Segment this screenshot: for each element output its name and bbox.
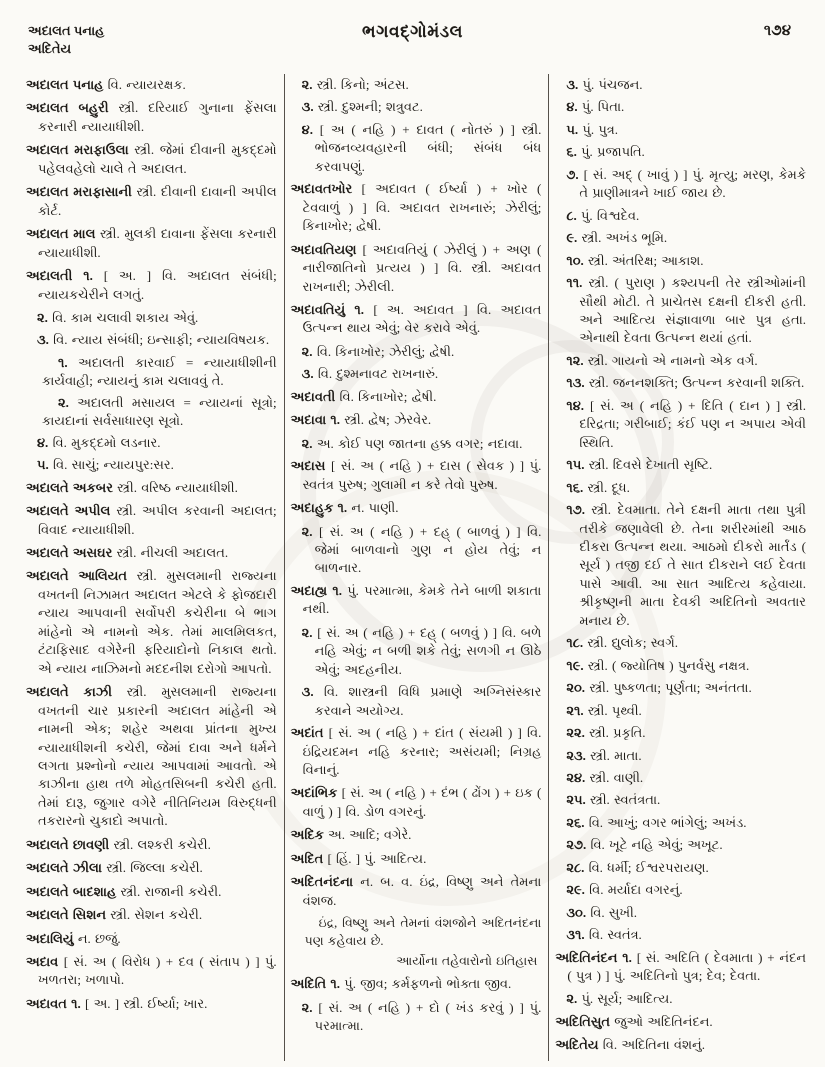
definition-text: સ્ત્રી. ( પુરાણ ) કશ્યપની તેર સ્ત્રીઓમાંની સૌથી મોટી. તે પ્રાચેતસ દક્ષની દીકરી હતી. અને આદિત્ય સંજ્ઞાવાળા બાર પુત્ર હતા. એનાથી દેવતા ઉત્પન્ન થયાં હતાં. [579,275,807,346]
sense-number: ૨. [37,309,53,325]
dictionary-sense [555,679,806,697]
definition-text: વિ. સાચું; ન્યાયપુર:સર. [53,457,174,473]
dictionary-sense [291,999,542,1036]
sense-number: ૪. [37,434,53,450]
definition-text: વિ. ખૂટે નહિ એવું; અખૂટ. [590,837,723,853]
dictionary-sense [555,702,806,720]
sense-number: ૧૫. [566,457,589,473]
dictionary-entry [291,499,542,517]
dictionary-sense [291,683,542,720]
definition-text: ન. પાણી. [351,500,399,516]
definition-text: સ્ત્રી. માતા. [590,747,642,763]
definition-text: [ સં. અદિતિ ( દેવમાતા ) + નંદન ( પુત્ર ) ] પું. અદિતિનો પુત્ર; દેવ; દેવતા. [567,949,807,984]
dictionary-sense [555,143,806,161]
sense-number: ૩. [301,99,318,115]
dictionary-sense [555,724,806,742]
dictionary-sense [26,354,277,391]
definition-text: સ્ત્રી. રાજાની કચેરી. [120,883,222,899]
definition-text: સ્ત્રી. ગાયનો એ નામનો એક વર્ગ. [587,352,758,368]
definition-text: સ્ત્રી. અપીલ કરવાની અદાલત; વિવાદ ન્યાયાધીશી. [38,503,277,537]
definition-text: સ્ત્રી. મુસલમાની રાજ્યના વખતની નિઝામત અદાલત એટલે કે ફોજદારી ન્યાય આપવાની સર્વોપરી કચેરીના બે ભાગ માંહેનો એ નામનો એક. તેમાં માલમિલકત, ટંટાફિસાદ વગેરેની ફરિયાદોનો નિકાલ થતો. એ ન્યાય નાઝિમનો મદદનીશ દરોગો આપતો. [38,568,277,676]
dictionary-entry [26,836,277,854]
headword: અદાસ [290,458,331,474]
dictionary-sense [291,624,542,679]
dictionary-entry [26,995,277,1013]
dictionary-sense [26,309,277,327]
dictionary-entry [291,850,542,868]
sense-number: ૩૧. [566,927,589,943]
headword: અદાલતે આલિયત [26,568,137,584]
definition-text: પું. વિશ્વદેવ. [581,207,640,223]
headword: અદાલત મરાફાસાની [26,184,137,200]
definition-text: સ્ત્રી. અખંડ ભૂમિ. [581,230,668,246]
dictionary-sense [26,331,277,349]
headword: અદાલત મરાફાઉલા [26,142,135,158]
sense-number: ૪. [301,121,320,137]
definition-text: જુઓ અદિતિનંદન. [614,1013,713,1029]
headword: અદાલત માલ [26,226,100,242]
dictionary-sense [291,523,542,578]
dictionary-entry [26,267,277,304]
dictionary-sense [291,98,542,116]
sense-number: ૨૪. [566,769,590,785]
column-2 [284,74,549,1061]
definition-text: વિ. કિનાખોર; દ્વેષી. [339,388,437,404]
dictionary-sense [555,791,806,809]
sense-number: ૧૭. [566,502,592,518]
dictionary-sense [555,814,806,832]
definition-text: સ્ત્રી. મુસલમાની રાજ્યના વખતની ચાર પ્રકારની અદાલત માંહેની એ નામની એક; શહેર અથવા પ્રાંતના મુખ્ય ન્યાયાધીશની કચેરી, જેમાં દાવા અને ધર્મને લગતા પ્રશ્નોનો ન્યાય આપવામાં આવતો. એ કાઝીના હાથ તળે મોહતસિબની કચેરી હતી. તેમાં દારૂ, જુગાર વગેરે નીતિનિયમ વિરુદ્ધની તકરારનો ચુકાદો અપાતો. [38,684,277,829]
sense-number: ૧૦. [566,252,589,268]
definition-text: વિ. મર્યાદા વગરનું. [589,882,683,898]
dictionary-entry [26,141,277,178]
definition-text: વિ. ધર્મી; ઈશ્વરપરાયણ. [588,859,709,875]
definition-text: ન. છજું. [77,930,121,946]
definition-text: સ્ત્રી. પ્રકૃતિ. [589,725,646,741]
sense-number: ૩. [37,332,54,348]
text-columns [20,74,813,1061]
headword: અદાવ [26,954,64,970]
guide-word-top: અદાલત પનાહ [28,23,105,38]
definition-text: સ્ત્રી. પૃથ્વી. [587,702,642,718]
dictionary-sense [291,435,542,453]
definition-text: અદાલતી કારવાઈ = ન્યાયાધીશીની કાર્યવાહી; ન્યાયનું કામ ચલાવવું તે. [42,354,277,389]
citation-source [291,953,542,971]
sense-number: ૧૨. [566,352,588,368]
page-title: ભગવદ્ગોમંડલ [362,22,463,41]
definition-text: પું. સૂર્ય; આદિત્ય. [581,991,673,1007]
sense-number: ૨. [301,523,319,539]
definition-text: [ અ. ] વિ. અદાલત સંબંધી; ન્યાયકચેરીને લગતું. [38,268,277,302]
sense-number: ૧૩. [566,375,589,391]
definition-text: સ્ત્રી. મુલકી દાવાના ફેંસલા કરનારી ન્યાયાધીશી. [38,226,277,260]
dictionary-entry [291,873,542,910]
headword: અદાલતી ૧. [26,268,104,284]
dictionary-sense [555,456,806,474]
definition-text: [ સં. અ ( નહિ ) + દાસ ( સેવક ) ] પું. સ્વતંત્ર પુરુષ; ગુલામી ન કરે તેવો પુરુષ. [302,458,542,492]
headword: અદાલતે ઝીલા [26,860,107,876]
guide-word-bottom: અદિતેય [28,40,72,56]
definition-text: પું. પુત્ર. [582,121,619,137]
sense-number: ૧૯. [566,657,588,673]
dictionary-sense [555,98,806,116]
definition-text: [ સં. અદ્ ( ખાવું ) ] પું. મૃત્યુ; મરણ, કેમકે તે પ્રાણીમાત્રને ખાઈ જાય છે. [579,166,806,201]
dictionary-entry [291,301,542,338]
dictionary-entry [291,241,542,296]
definition-text: સ્ત્રી. દેવમાતા. તેને દક્ષની માતા તથા પુત્રી તરીકે જણાવેલી છે. તેના શરીરમાંથી આઠ દીકરા ઉત્પન્ન થયા. આઠમો દીકરો માર્તંડ ( સૂર્ય ) તજી દઈ તે સાત દીકરાને લઈ દેવતા પાસે આવી. આ સાત આદિત્ય કહેવાયા. શ્રીકૃષ્ણની માતા દેવકી અદિતિનો અવતાર મનાય છે. [579,502,807,628]
dictionary-sense [555,657,806,675]
dictionary-sense [291,121,542,176]
definition-text: સ્ત્રી. દ્વેષ; ઝેરવેર. [344,412,432,428]
definition-text: અ. કોઈ પણ જાતના હક્ક વગર; નદાવા. [316,435,523,451]
headword: અદાહ્ય ૧. [290,582,348,598]
dictionary-entry [26,225,277,262]
definition-text: સ્ત્રી. દૂધ. [587,479,630,495]
sense-number: ૩. [566,77,583,92]
dictionary-sense [26,456,277,474]
definition-text: સ્ત્રી. વરિષ્ઠ ન્યાયાધીશી. [117,479,238,495]
definition-text: અ. આદિ; વગેરે. [328,827,412,843]
definition-text: સ્ત્રી. વાણી. [589,769,644,785]
definition-text: સ્ત્રી. જિલ્લા કચેરી. [106,860,203,876]
headword: અદાવતખોર [290,181,362,197]
sense-number: ૨૨. [566,725,590,741]
column-1 [20,74,284,1061]
sense-number: ૧૧. [566,275,589,291]
dictionary-sense [555,836,806,854]
dictionary-sense [555,274,806,348]
dictionary-entry [26,683,277,831]
dictionary-sense [555,76,806,94]
sense-number: ૧. [58,354,79,370]
sense-number: ૨. [58,394,78,410]
dictionary-sense [555,904,806,922]
sense-number: ૨. [566,991,582,1007]
sense-number: ૨. [301,435,317,451]
dictionary-entry [26,930,277,948]
dictionary-entry [291,975,542,993]
definition-text: પું. જીવ; કર્મફળનો ભોક્તા જીવ. [344,976,512,992]
definition-text: [ સં. અ ( નહિ ) + દંભ ( ઢોંગ ) + ઇક ( વાળું ) ] વિ. ડોળ વગરનું. [302,785,542,819]
headword: અદાવતી [290,388,340,404]
dictionary-sense [555,121,806,139]
dictionary-entry [26,76,277,94]
dictionary-entry [291,180,542,235]
headword: અદિતિસુત [555,1013,615,1029]
headword: અદાલતે બાદશાહ [26,883,121,899]
definition-text: [ અ ( નહિ ) + દાવત ( નોતરું ) ] સ્ત્રી. ભોજનવ્યવહારની બંધી; સંબંધ બંધ કરવાપણું. [314,121,542,174]
definition-text: વિ. ન્યાય સંબંધી; ઇન્સાફી; ન્યાયવિષયક. [53,332,270,348]
sense-number: ૩. [301,684,324,700]
sense-number: ૯. [566,230,582,246]
definition-text: આર્યોના તહેવારોનો ઇતિહાસ [396,953,538,968]
dictionary-entry [26,567,277,678]
definition-text: વિ. દુશ્મનાવટ રાખનારું. [317,366,439,382]
definition-text: વિ. શાસ્ત્રની વિધિ પ્રમાણે અગ્નિસંસ્કાર કરવાને અયોગ્ય. [314,684,542,718]
sense-number: ૩૦. [566,904,591,920]
headword: અદાલતે અકબર [26,479,118,495]
dictionary-entry [555,949,806,986]
column-3 [548,74,813,1061]
definition-text: સ્ત્રી. સ્વતંત્રતા. [590,792,661,808]
dictionary-sense [555,747,806,765]
definition-text: વિ. કિનાખોર; ઝેરીલું; દ્વેષી. [316,343,455,359]
definition-text: [ અદાવતિયું ( ઝેરીલું ) + અણ ( નારીજાતિનો પ્રત્યય ) ] વિ. સ્ત્રી. અદાવત રાખનારી; ઝેરીલી. [302,241,542,294]
dictionary-entry [291,457,542,494]
headword: અદાવત ૧. [26,995,86,1011]
dictionary-sense [555,859,806,877]
headword: અદાલત પનાહ [26,77,108,92]
sense-number: ૬. [566,144,582,160]
definition-text: સ્ત્રી. નીચલી અદાલત. [116,544,229,560]
definition-text: પું. પિતા. [581,99,625,115]
definition-text: વિ. કામ ચલાવી શકાય એવું. [52,309,199,325]
dictionary-entry [26,906,277,924]
sense-number: ૨૯. [566,882,590,898]
dictionary-entry [26,99,277,136]
headword: અદાવા ૧. [290,412,345,428]
headword: અદાલત બહુરી [26,100,119,116]
dictionary-sense [555,634,806,652]
definition-text: [ સં. અ ( નહિ ) + દહ્ ( બાળવું ) ] વિ. જેમાં બાળવાનો ગુણ ન હોય તેવું; ન બાળનાર. [314,523,542,576]
definition-text: સ્ત્રી. પુષ્કળતા; પૂર્ણતા; અનંતતા. [589,680,752,696]
sense-number: ૨૩. [566,747,591,763]
dictionary-sense [555,479,806,497]
definition-text: પું. પરમાત્મા, કેમકે તેને બાળી શકાતા નથી. [302,582,542,617]
headword: અદાવતિયણ [290,241,363,257]
headword: અદાલતે કાઝી [26,684,127,700]
headword: અદાલતે અસઘર [26,544,117,560]
dictionary-entry [26,544,277,562]
sense-number: ૮. [566,207,581,223]
definition-text: સ્ત્રી. જનનશક્તિ; ઉત્પન્ન કરવાની શક્તિ. [588,375,805,391]
dictionary-entry [291,784,542,821]
definition-text: [ સં. અ ( વિરોધ ) + દવ ( સંતાપ ) ] પું. ખળતરા; ખળાપો. [38,954,277,988]
headword: અદાહુક ૧. [290,500,352,516]
sense-number: ૪. [566,99,582,115]
dictionary-entry [26,883,277,901]
dictionary-sense [555,229,806,247]
dictionary-sense [291,76,542,94]
dictionary-entry [26,183,277,220]
sense-number: ૧૬. [566,479,588,495]
definition-text: સ્ત્રી. સેશન કચેરી. [110,907,203,923]
definition-text: સ્ત્રી. દ્યુલોક; સ્વર્ગ. [587,635,679,651]
sense-number: ૨. [301,624,318,640]
headword: અદિતિ ૧. [290,976,345,992]
dictionary-sense [555,207,806,225]
dictionary-sense [555,990,806,1008]
sense-number: ૭. [566,166,584,182]
page-number: ૧૭૪ [763,23,791,39]
dictionary-sense [26,394,277,431]
definition-text: સ્ત્રી. દિવસે દેખાતી સૃષ્ટિ. [588,457,713,473]
definition-text: સ્ત્રી. અંતરિક્ષ; આકાશ. [588,252,704,268]
dictionary-entry [26,859,277,877]
dictionary-sense [291,365,542,383]
definition-text: સ્ત્રી. કિનો; અંટસ. [316,77,409,92]
definition-text: ન. બ. વ. ઇંદ્ર, વિષ્ણુ અને તેમના વંશજ. [302,874,542,908]
headword: અદાંભિક [290,785,342,801]
dictionary-entry [26,502,277,539]
dictionary-sense [26,434,277,452]
dictionary-entry [291,826,542,844]
headword: અદાલતે અપીલ [26,503,117,519]
definition-text: પું. પંચજન. [582,77,643,92]
dictionary-sense [555,769,806,787]
dictionary-sense [555,397,806,452]
sense-number: ૨૫. [566,792,591,808]
dictionary-entry [26,479,277,497]
dictionary-entry [291,582,542,619]
page-header [28,16,797,68]
definition-text: [ સં. અ ( નહિ ) + દિતિ ( દાન ) ] સ્ત્રી. દરિદ્રતા; ગરીબાઈ; કંઈ પણ ન અપાય એવી સ્થિતિ. [579,397,807,450]
definition-text: વિ. સુખી. [590,904,638,920]
definition-text: પું. પ્રજાપતિ. [581,144,645,160]
sense-number: ૧૪. [566,397,590,413]
headword: અદિતેય [555,1037,603,1053]
definition-text: [ સં. અ ( નહિ ) + દો ( ખંડ કરવું ) ] પું. પરમાત્મા. [314,999,542,1034]
definition-text: વિ. ન્યાયરક્ષક. [107,77,186,92]
sense-number: ૩. [301,366,318,382]
dictionary-entry [291,411,542,429]
definition-text: [ સં. અ ( નહિ ) + દહ્ ( બળવું ) ] વિ. બળે નહિ એવું; ન બળી શકે તેવું; સળગી ન ઊઠે એવું; અદહનીય. [314,624,542,677]
headword: અદિતિનંદન ૧. [555,949,637,965]
definition-text: [ અ. ] સ્ત્રી. ઈર્ષ્યા; ખાર. [85,995,208,1011]
definition-text: સ્ત્રી. લશ્કરી કચેરી. [113,836,211,852]
definition-text: [ અદાવત ( ઈર્ષ્યા ) + ખોર ( ટેવવાળું ) ] વિ. અદાવત રાખનારું; ઝેરીલું; કિનાખોર; દ્વેષી. [302,181,542,234]
headword: અદાવતિયું ૧. [290,301,374,317]
definition-text: વિ. સ્વતંત્ર. [588,927,642,943]
definition-text: [ સં. અ ( નહિ ) + દાંત ( સંયમી ) ] વિ. ઇંદ્રિયદમન નહિ કરનાર; અસંયમી; નિગ્રહ વિનાનું. [302,725,542,777]
sense-number: ૧૮. [566,635,588,651]
definition-text: સ્ત્રી. દીવાની દાવાની અપીલ કોર્ટ. [38,184,277,218]
sense-number: ૨૦. [566,680,590,696]
dictionary-entry [555,1013,806,1031]
headword: અદાંત [290,725,329,741]
headword: અદિતનંદના [290,874,361,890]
sense-number: ૫. [566,121,583,137]
sense-number: ૨૬. [566,814,589,830]
headword: અદિક [290,827,329,843]
citation-quote [291,915,542,951]
headword: અદાલતે છાવણી [26,836,114,852]
definition-text: [ હિં. ] પું. આદિત્ય. [327,850,427,866]
definition-text: વિ. અદિતિના વંશનું. [602,1037,705,1053]
definition-text: અદાલતી મસાયલ = ન્યાયનાં સૂત્રો; કાયદાનાં સર્વસાધારણ સૂત્રો. [42,394,277,429]
definition-text: વિ. આખું; વગર ભાંગેલું; અખંડ. [588,814,747,830]
dictionary-sense [555,252,806,270]
sense-number: ૨૭. [566,837,591,853]
sense-number: ૫. [37,457,54,473]
dictionary-sense [555,166,806,203]
dictionary-entry [26,953,277,990]
headword: અદાલિયું [26,930,78,946]
definition-text: સ્ત્રી. જેમાં દીવાની મુકદ્દમો પહેલવહેલો ચાલે તે અદાલત. [38,142,277,176]
dictionary-entry [291,724,542,779]
dictionary-sense [555,501,806,630]
definition-text: સ્ત્રી. દરિયાઈ ગુનાના ફેંસલા કરનારી ન્યાયાધીશી. [38,100,277,134]
headword: અદાલતે સિશન [26,907,111,923]
dictionary-sense [555,881,806,899]
dictionary-entry [555,1036,806,1054]
definition-text: સ્ત્રી. દુશ્મની; શત્રુવટ. [317,99,423,115]
definition-text: [ અ. અદાવત ] વિ. અદાવત ઉત્પન્ન થાય એવું; વેર કરાવે એવું. [302,301,542,336]
dictionary-sense [555,374,806,392]
sense-number: ૨૧. [566,702,588,718]
definition-text: વિ. મુકદ્દમો લડનાર. [52,434,161,450]
sense-number: ૨. [301,999,319,1015]
definition-text: ઇંદ્ર, વિષ્ણુ અને તેમનાં વંશજોને અદિતનંદના પણ કહેવાય છે. [304,916,542,948]
sense-number: ૨. [301,343,317,359]
dictionary-sense [555,352,806,370]
sense-number: ૨. [301,77,317,92]
dictionary-entry [291,388,542,406]
dictionary-sense [555,926,806,944]
headword: અદિત [290,850,328,866]
sense-number: ૨૮. [566,859,589,875]
dictionary-sense [291,343,542,361]
definition-text: સ્ત્રી. ( જ્યોતિષ ) પુનર્વસુ નક્ષત્ર. [587,657,750,673]
